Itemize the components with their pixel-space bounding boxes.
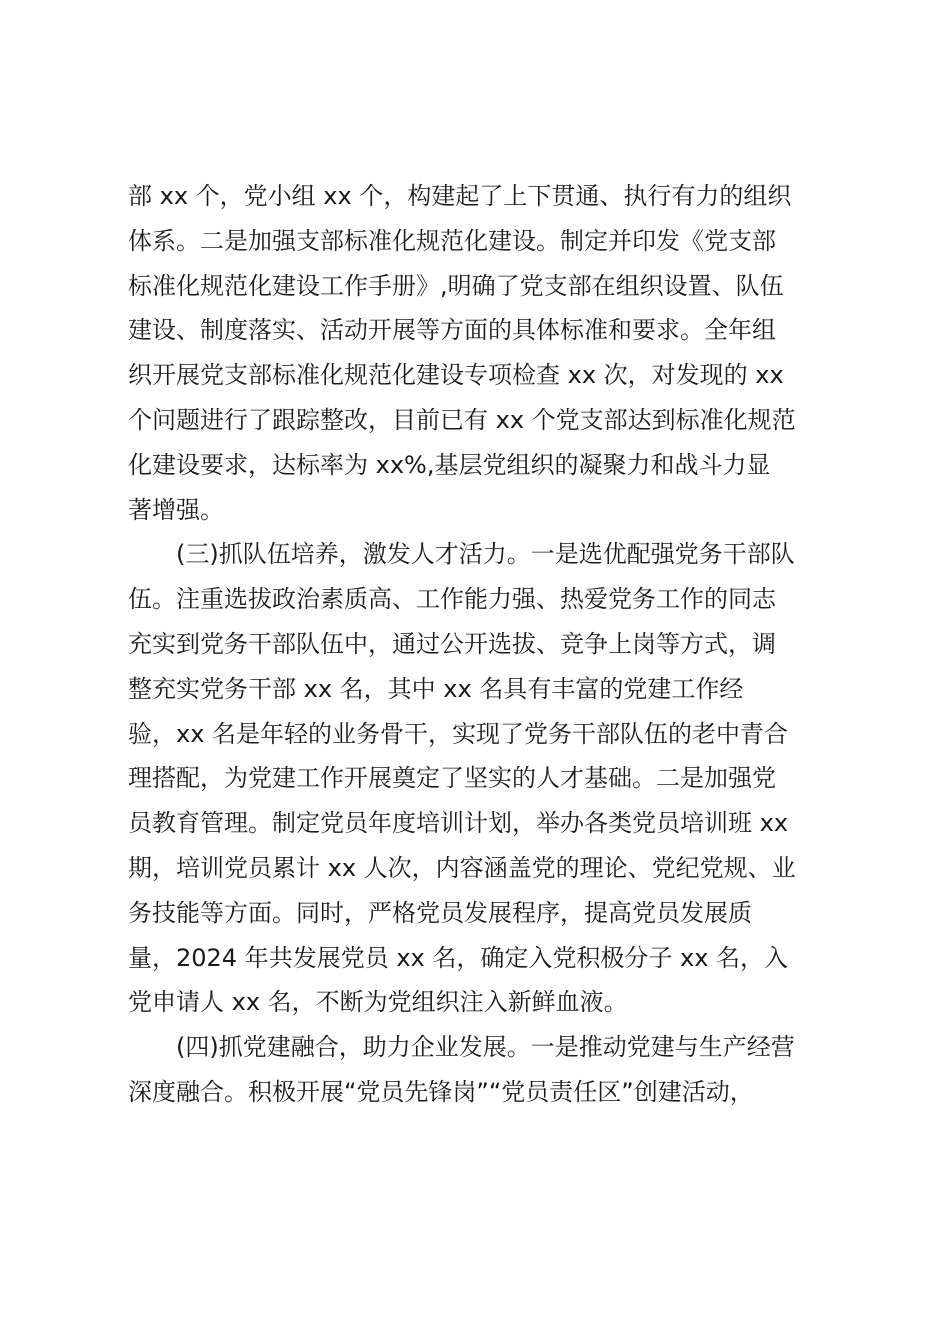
text-line: 织开展党支部标准化规范化建设专项检查 xx 次，对发现的 xx (128, 361, 784, 390)
text-line: 期，培训党员累计 xx 人次，内容涵盖党的理论、党纪党规、业 (128, 853, 796, 882)
text-line: 整充实党务干部 xx 名，其中 xx 名具有丰富的党建工作经 (128, 674, 744, 703)
text-line: 伍。注重选拔政治素质高、工作能力强、热爱党务工作的同志 (128, 585, 776, 614)
text-line: 部 xx 个，党小组 xx 个，构建起了上下贯通、执行有力的组织 (128, 182, 792, 210)
document-body (128, 174, 848, 1115)
text-line: (三)抓队伍培养，激发人才活力。一是选优配强党务干部队 (128, 540, 795, 569)
text-line: 化建设要求，达标率为 xx%,基层党组织的凝聚力和战斗力显 (128, 450, 771, 479)
text-line: 理搭配，为党建工作开展奠定了坚实的人才基础。二是加强党 (128, 764, 776, 793)
text-line: 个问题进行了跟踪整改，目前已有 xx 个党支部达到标准化规范 (128, 405, 796, 434)
text-line: 量，2024 年共发展党员 xx 名，确定入党积极分子 xx 名，入 (128, 943, 789, 972)
text-line: 建设、制度落实、活动开展等方面的具体标准和要求。全年组 (128, 316, 776, 345)
text-line: 著增强。 (128, 495, 224, 524)
text-line: 充实到党务干部队伍中，通过公开选拔、竞争上岗等方式，调 (128, 629, 776, 658)
text-line: 党申请人 xx 名，不断为党组织注入新鲜血液。 (128, 988, 628, 1017)
text-line: 标准化规范化建设工作手册》,明确了党支部在组织设置、队伍 (128, 271, 784, 300)
text-line: 深度融合。积极开展“党员先锋岗”“党员责任区”创建活动， (128, 1077, 754, 1106)
text-line: 员教育管理。制定党员年度培训计划，举办各类党员培训班 xx (128, 809, 789, 838)
text-line: 体系。二是加强支部标准化规范化建设。制定并印发《党支部 (128, 226, 776, 255)
text-line: 务技能等方面。同时，严格党员发展程序，提高党员发展质 (128, 898, 752, 927)
text-line: 验，xx 名是年轻的业务骨干，实现了党务干部队伍的老中青合 (128, 719, 789, 748)
text-line: (四)抓党建融合，助力企业发展。一是推动党建与生产经营 (128, 1033, 795, 1062)
